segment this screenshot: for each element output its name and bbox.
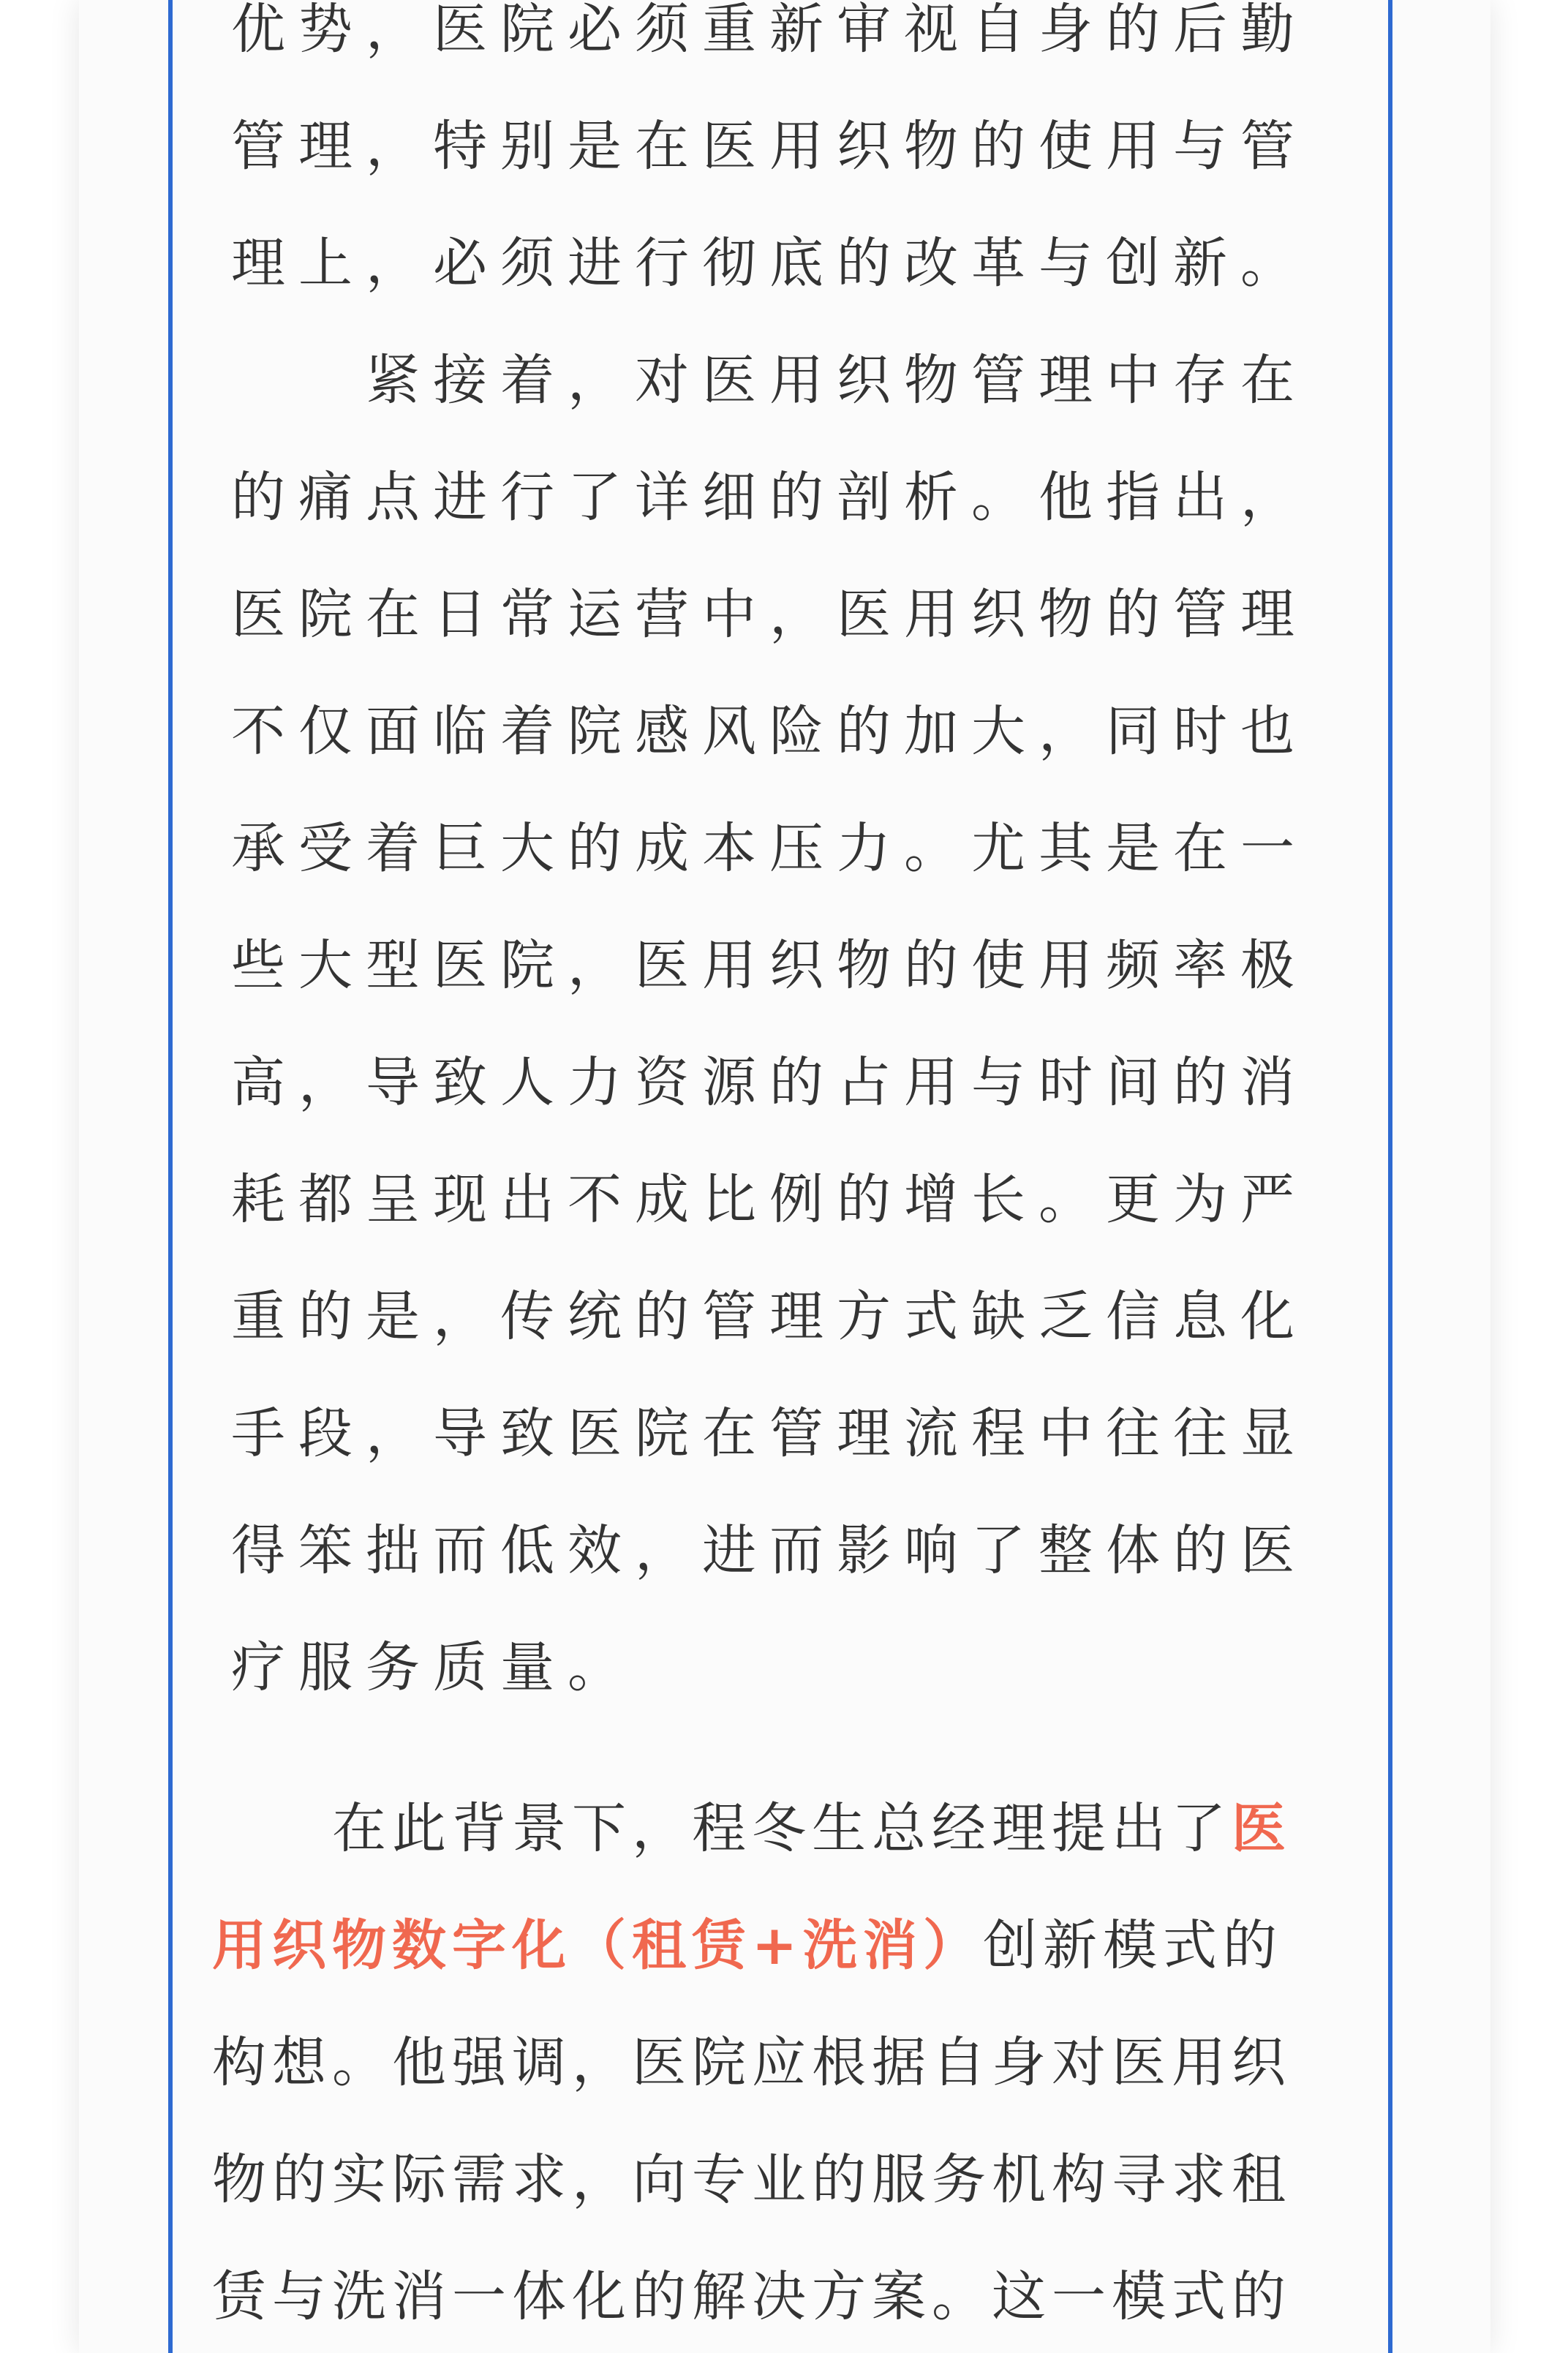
text-line: 物的实际需求，向专业的服务机构寻求租 <box>212 2148 1292 2211</box>
text-line: 高，导致人力资源的占用与时间的消 <box>231 1051 1308 1114</box>
text-line: 紧接着，对医用织物管理中存在 <box>231 349 1308 412</box>
text-segment: 在此背景下，程冬生总经理提出了 <box>212 1797 1232 1860</box>
article-paragraph-block <box>231 0 1308 1726</box>
text-line: 管理，特别是在医用织物的使用与管 <box>231 115 1308 178</box>
text-line: 重的是，传统的管理方式缺乏信息化 <box>231 1285 1308 1348</box>
text-line: 不仅面临着院感风险的加大，同时也 <box>231 700 1308 763</box>
text-line: 疗服务质量。 <box>231 1636 635 1699</box>
text-line <box>212 1887 1292 2004</box>
text-line: 赁与洗消一体化的解决方案。这一模式的 <box>212 2265 1292 2328</box>
highlight-text: 医 <box>1232 1797 1292 1860</box>
highlight-text: 用织物数字化（租赁+洗消） <box>212 1914 984 1977</box>
text-line: 得笨拙而低效，进而影响了整体的医 <box>231 1519 1308 1582</box>
article-paragraph-highlight <box>212 1770 1292 2353</box>
text-line: 理上，必须进行彻底的改革与创新。 <box>231 232 1308 295</box>
text-line: 的痛点进行了详细的剖析。他指出， <box>231 466 1308 529</box>
text-line: 构想。他强调，医院应根据自身对医用织 <box>212 2031 1292 2094</box>
text-line: 优势，医院必须重新审视自身的后勤 <box>231 0 1308 61</box>
text-line: 手段，导致医院在管理流程中往往显 <box>231 1402 1308 1465</box>
text-segment: 创新模式的 <box>983 1914 1284 1977</box>
text-line: 承受着巨大的成本压力。尤其是在一 <box>231 817 1308 880</box>
text-line: 耗都呈现出不成比例的增长。更为严 <box>231 1168 1308 1231</box>
text-line <box>212 1770 1292 1887</box>
text-line: 医院在日常运营中，医用织物的管理 <box>231 583 1308 646</box>
text-line: 些大型医院，医用织物的使用频率极 <box>231 934 1308 997</box>
